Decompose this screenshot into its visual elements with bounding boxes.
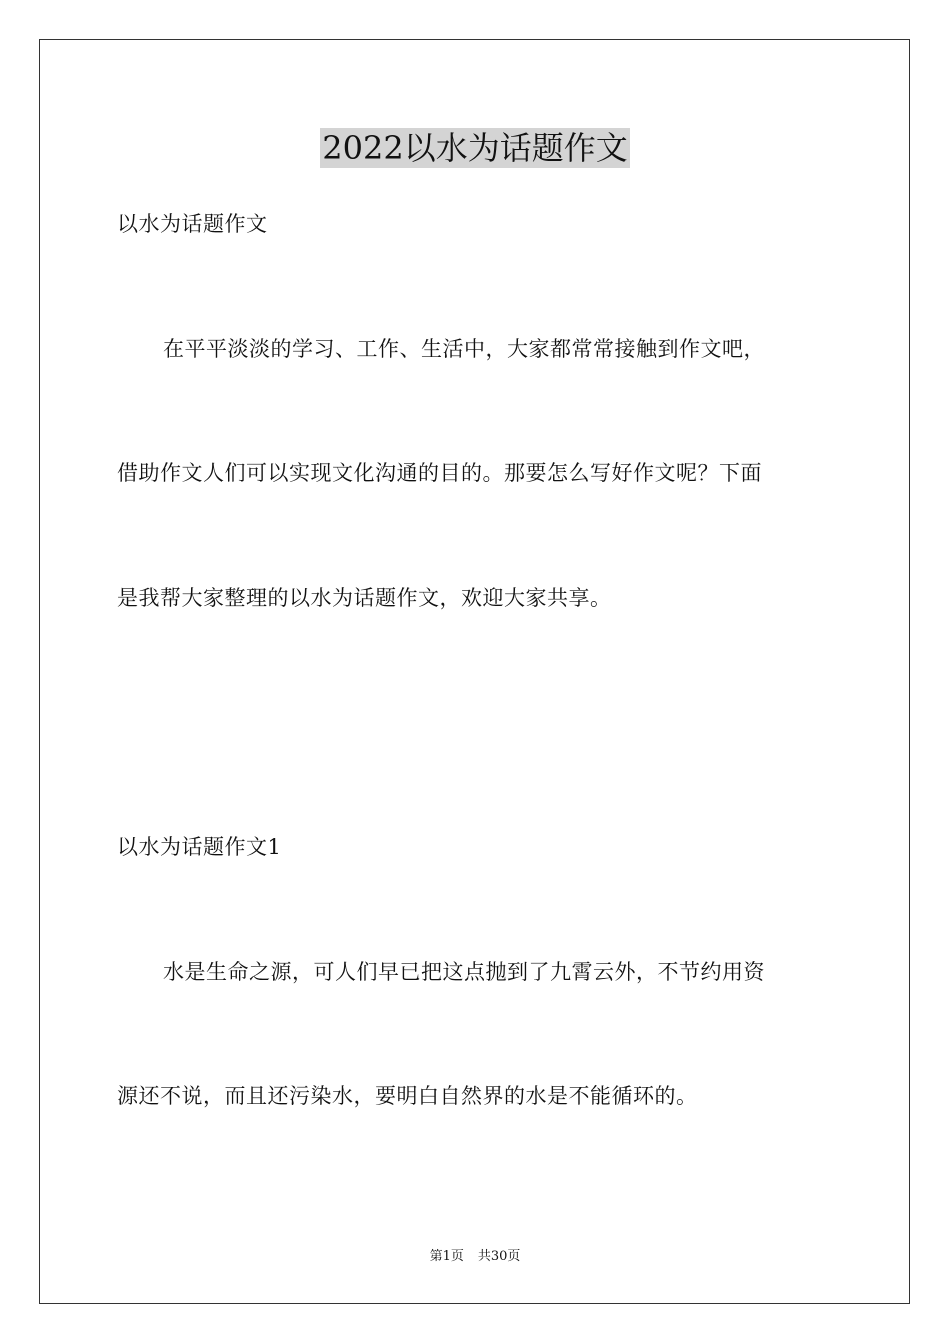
paragraph-line: 在平平淡淡的学习、工作、生活中，大家都常常接触到作文吧， [163, 337, 765, 361]
paragraph-line: 借助作文人们可以实现文化沟通的目的。那要怎么写好作文呢？下面 [117, 461, 762, 485]
paragraph-line: 水是生命之源，可人们早已把这点抛到了九霄云外，不节约用资 [163, 960, 765, 984]
page-number: 第1页 [429, 1249, 464, 1264]
document-title-text: 2022以水为话题作文 [322, 129, 628, 167]
page-footer [0, 1247, 950, 1267]
section-heading: 以水为话题作文1 [117, 835, 282, 859]
paragraph-line: 是我帮大家整理的以水为话题作文，欢迎大家共享。 [117, 586, 612, 610]
page-total: 共30页 [477, 1249, 521, 1264]
paragraph-line: 源还不说，而且还污染水，要明白自然界的水是不能循环的。 [117, 1084, 698, 1108]
document-title [0, 128, 950, 168]
subtitle-line: 以水为话题作文 [117, 212, 268, 236]
